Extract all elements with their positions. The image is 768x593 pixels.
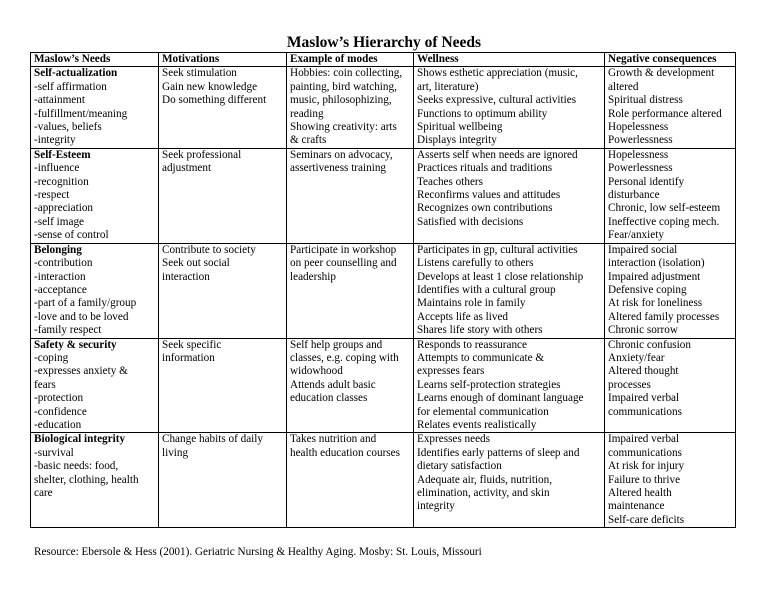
need-title: Belonging — [34, 243, 82, 256]
modes-cell-line: Seminars on advocacy, — [290, 148, 393, 161]
wellness-cell-line: art, literature) — [417, 80, 479, 93]
wellness-cell-line: Shows esthetic appreciation (music, — [417, 67, 578, 80]
modes-cell — [287, 148, 414, 243]
motivations-cell-line: adjustment — [162, 162, 212, 175]
modes-cell-line: music, philosophizing, — [290, 94, 392, 107]
wellness-cell — [414, 243, 605, 338]
needs-cell — [31, 433, 159, 528]
negative-cell-line: Fear/anxiety — [608, 229, 664, 242]
modes-cell-line: health education courses — [290, 446, 400, 459]
negative-cell — [605, 433, 736, 528]
negative-cell — [605, 243, 736, 338]
negative-cell-line: Defensive coping — [608, 283, 687, 296]
negative-cell-line: communications — [608, 446, 682, 459]
needs-cell-line: -sense of control — [34, 229, 109, 242]
negative-cell-line: Altered health — [608, 487, 672, 499]
table-row — [31, 148, 736, 243]
modes-cell — [287, 433, 414, 528]
wellness-cell-line: Seeks expressive, cultural activities — [417, 94, 577, 107]
needs-cell-line: -acceptance — [34, 283, 87, 296]
needs-cell-line: -family respect — [34, 324, 102, 337]
negative-cell-line: Anxiety/fear — [608, 351, 665, 364]
wellness-cell — [414, 148, 605, 243]
wellness-cell-line: Spiritual wellbeing — [417, 121, 503, 134]
wellness-cell-line: for elemental communication — [417, 405, 549, 418]
modes-cell-line: assertiveness training — [290, 162, 387, 175]
negative-cell-line: Ineffective coping mech. — [608, 215, 720, 228]
needs-cell-line: shelter, clothing, health — [34, 473, 139, 486]
negative-cell-line: Personal identify — [608, 175, 685, 188]
needs-cell-line: -self affirmation — [34, 80, 107, 93]
motivations-cell — [159, 243, 287, 338]
modes-cell-line: Attends adult basic — [290, 378, 376, 391]
modes-cell-line: classes, e.g. coping with — [290, 351, 399, 364]
needs-cell-line: -fulfillment/meaning — [34, 107, 128, 120]
negative-cell-line: communications — [608, 405, 682, 418]
modes-cell-line: painting, bird watching, — [290, 80, 397, 93]
needs-cell-line: -integrity — [34, 134, 76, 147]
negative-cell-line: Chronic, low self-esteem — [608, 202, 721, 215]
negative-cell — [605, 338, 736, 433]
negative-cell-line: Spiritual distress — [608, 94, 683, 107]
needs-cell-line: fears — [34, 378, 56, 391]
negative-cell-line: Growth & development — [608, 67, 715, 80]
wellness-cell-line: Displays integrity — [417, 134, 497, 147]
negative-cell-line: interaction (isolation) — [608, 257, 705, 270]
needs-cell-line: -self image — [34, 215, 85, 228]
wellness-cell-line: Practices rituals and traditions — [417, 162, 553, 175]
needs-cell — [31, 148, 159, 243]
wellness-cell-line: Asserts self when needs are ignored — [417, 148, 578, 161]
wellness-cell-line: Recognizes own contributions — [417, 202, 553, 215]
motivations-cell-line: Seek professional — [162, 148, 242, 161]
motivations-cell-line: Seek out social — [162, 257, 230, 270]
needs-cell-line: -part of a family/group — [34, 297, 137, 310]
needs-cell — [31, 338, 159, 433]
needs-cell-line: -influence — [34, 162, 80, 175]
negative-cell-line: maintenance — [608, 500, 665, 513]
needs-cell-line: -coping — [34, 351, 69, 364]
needs-cell-line: -appreciation — [34, 202, 94, 215]
wellness-cell-line: dietary satisfaction — [417, 460, 502, 473]
negative-cell-line: At risk for loneliness — [608, 297, 703, 310]
wellness-cell-line: Satisfied with decisions — [417, 215, 524, 228]
table-row — [31, 67, 736, 148]
wellness-cell-line: Identifies early patterns of sleep and — [417, 446, 580, 459]
negative-cell-line: Altered thought — [608, 365, 679, 378]
needs-cell-line: -respect — [34, 189, 70, 202]
wellness-cell-line: Accepts life as lived — [417, 310, 509, 323]
wellness-cell-line: elimination, activity, and skin — [417, 487, 550, 499]
negative-cell-line: Hopelessness — [608, 148, 669, 161]
wellness-cell-line: Learns enough of dominant language — [417, 392, 584, 405]
negative-cell-line: Role performance altered — [608, 107, 722, 120]
header-negative: Negative consequences — [605, 53, 736, 67]
negative-cell-line: Chronic sorrow — [608, 324, 678, 337]
header-modes: Example of modes — [287, 53, 414, 67]
needs-cell-line: -confidence — [34, 405, 87, 418]
header-motivations: Motivations — [159, 53, 287, 67]
wellness-cell — [414, 433, 605, 528]
negative-cell-line: Altered family processes — [608, 310, 720, 323]
wellness-cell-line: Adequate air, fluids, nutrition, — [417, 473, 553, 486]
motivations-cell-line: information — [162, 351, 215, 364]
motivations-cell — [159, 433, 287, 528]
motivations-cell — [159, 338, 287, 433]
modes-cell-line: Showing creativity: arts — [290, 121, 397, 134]
negative-cell-line: Impaired verbal — [608, 433, 680, 446]
wellness-cell-line: Teaches others — [417, 175, 483, 188]
table-row — [31, 338, 736, 433]
needs-table — [30, 52, 736, 528]
wellness-cell-line: integrity — [417, 500, 455, 513]
wellness-cell-line: Identifies with a cultural group — [417, 283, 556, 296]
resource-citation: Resource: Ebersole & Hess (2001). Geriatric Nursing & Healthy Aging. Mosby: St. Louis, Missouri — [34, 546, 482, 558]
modes-cell-line: Hobbies: coin collecting, — [290, 67, 403, 80]
negative-cell-line: Powerlessness — [608, 162, 673, 175]
wellness-cell-line: Listens carefully to others — [417, 257, 534, 270]
negative-cell-line: disturbance — [608, 189, 660, 202]
wellness-cell-line: Expresses needs — [417, 433, 491, 446]
negative-cell-line: Powerlessness — [608, 134, 673, 147]
motivations-cell-line: Seek specific — [162, 338, 222, 351]
needs-cell-line: -contribution — [34, 257, 93, 270]
header-needs: Maslow’s Needs — [31, 53, 159, 67]
modes-cell — [287, 243, 414, 338]
motivations-cell — [159, 67, 287, 148]
negative-cell-line: Impaired verbal — [608, 392, 680, 405]
needs-cell-line: -attainment — [34, 94, 85, 107]
modes-cell-line: on peer counselling and — [290, 257, 397, 270]
negative-cell-line: Chronic confusion — [608, 338, 691, 351]
wellness-cell-line: Maintains role in family — [417, 297, 526, 310]
modes-cell-line: widowhood — [290, 365, 343, 378]
need-title: Self-actualization — [34, 67, 118, 80]
needs-cell-line: -education — [34, 418, 82, 431]
wellness-cell-line: Participates in gp, cultural activities — [417, 243, 578, 256]
negative-cell — [605, 148, 736, 243]
wellness-cell-line: Shares life story with others — [417, 324, 543, 337]
needs-cell-line: care — [34, 487, 53, 499]
motivations-cell-line: Contribute to society — [162, 243, 256, 256]
negative-cell-line: Hopelessness — [608, 121, 669, 134]
needs-cell-line: -interaction — [34, 270, 86, 283]
wellness-cell-line: Learns self-protection strategies — [417, 378, 561, 391]
needs-cell — [31, 243, 159, 338]
negative-cell — [605, 67, 736, 148]
page-title: Maslow’s Hierarchy of Needs — [286, 34, 482, 51]
wellness-cell-line: expresses fears — [417, 365, 485, 378]
needs-cell-line: -basic needs: food, — [34, 460, 119, 473]
negative-cell-line: processes — [608, 378, 651, 391]
motivations-cell-line: interaction — [162, 270, 210, 283]
table-row — [31, 433, 736, 528]
modes-cell-line: leadership — [290, 270, 336, 283]
modes-cell — [287, 338, 414, 433]
needs-cell-line: -love and to be loved — [34, 310, 129, 323]
need-title: Safety & security — [34, 338, 117, 351]
negative-cell-line: altered — [608, 80, 639, 93]
negative-cell-line: Impaired adjustment — [608, 270, 701, 283]
negative-cell-line: Impaired social — [608, 243, 678, 256]
needs-cell-line: -survival — [34, 446, 74, 459]
wellness-cell — [414, 338, 605, 433]
negative-cell-line: At risk for injury — [608, 460, 685, 473]
needs-cell-line: -values, beliefs — [34, 121, 102, 134]
motivations-cell-line: Do something different — [162, 94, 267, 107]
wellness-cell-line: Reconfirms values and attitudes — [417, 189, 561, 202]
header-wellness: Wellness — [414, 53, 605, 67]
motivations-cell-line: Gain new knowledge — [162, 80, 258, 93]
wellness-cell-line: Functions to optimum ability — [417, 107, 548, 120]
modes-cell-line: Participate in workshop — [290, 243, 397, 256]
modes-cell — [287, 67, 414, 148]
needs-cell-line: -protection — [34, 392, 84, 405]
motivations-cell-line: living — [162, 446, 189, 459]
modes-cell-line: reading — [290, 107, 324, 120]
wellness-cell-line: Relates events realistically — [417, 418, 537, 431]
wellness-cell-line: Develops at least 1 close relationship — [417, 270, 584, 283]
wellness-cell — [414, 67, 605, 148]
modes-cell-line: Self help groups and — [290, 338, 383, 351]
wellness-cell-line: Attempts to communicate & — [417, 351, 545, 364]
wellness-cell-line: Responds to reassurance — [417, 338, 527, 351]
needs-cell — [31, 67, 159, 148]
motivations-cell-line: Seek stimulation — [162, 67, 237, 80]
needs-cell-line: -recognition — [34, 175, 89, 188]
negative-cell-line: Failure to thrive — [608, 473, 681, 486]
needs-cell-line: -expresses anxiety & — [34, 365, 128, 378]
motivations-cell — [159, 148, 287, 243]
table-row — [31, 243, 736, 338]
negative-cell-line: Self-care deficits — [608, 513, 685, 526]
motivations-cell-line: Change habits of daily — [162, 433, 263, 446]
need-title: Self-Esteem — [34, 148, 91, 161]
modes-cell-line: Takes nutrition and — [290, 433, 377, 446]
header-row — [31, 53, 736, 67]
modes-cell-line: education classes — [290, 392, 368, 405]
need-title: Biological integrity — [34, 433, 126, 446]
modes-cell-line: & crafts — [290, 134, 327, 147]
